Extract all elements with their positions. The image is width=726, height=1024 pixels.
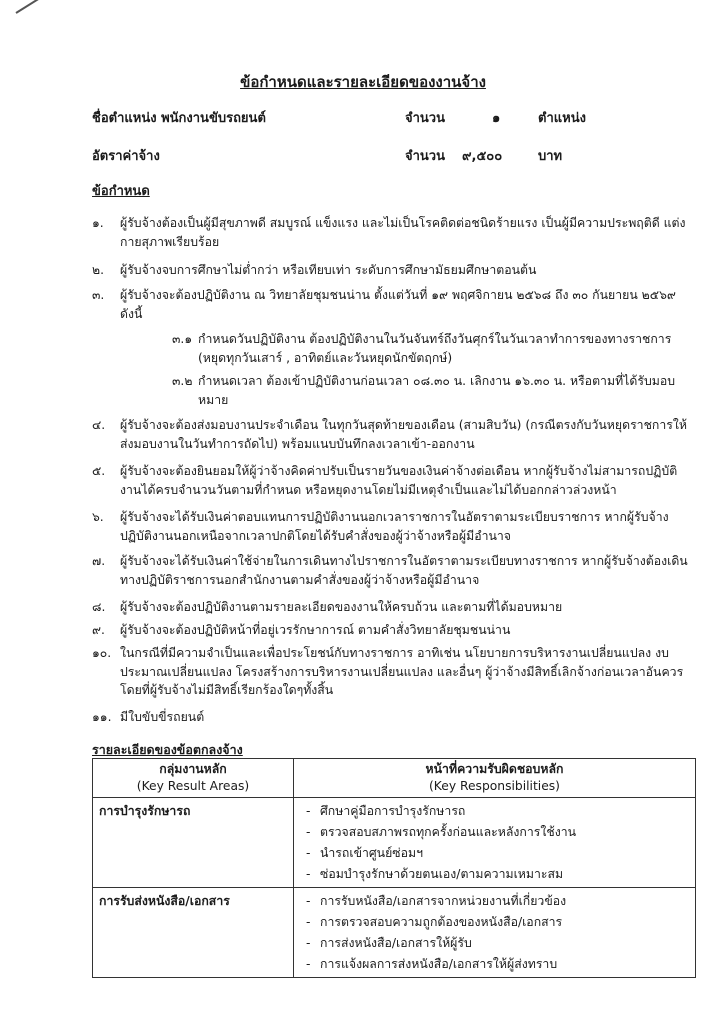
list-item: - ศึกษาคู่มือการบำรุงรักษารถ	[300, 801, 689, 822]
requirement-item	[92, 261, 692, 280]
responsibilities-cell	[294, 888, 696, 978]
col2-english-heading: (Key Responsibilities)	[429, 779, 560, 793]
item-number: ๖.	[92, 510, 104, 524]
list-item: - การส่งหนังสือ/เอกสารให้ผู้รับ	[300, 933, 689, 954]
requirement-subitem	[172, 330, 694, 367]
col1-english-heading: (Key Result Areas)	[136, 779, 250, 793]
list-item: - การแจ้งผลการส่งหนังสือ/เอกสารให้ผู้ส่งทราบ	[300, 954, 689, 975]
requirement-item	[92, 644, 692, 700]
item-text: มีใบขับขี่รถยนต์	[120, 710, 205, 724]
requirement-item	[92, 598, 692, 617]
responsibility-list	[300, 891, 689, 975]
item-number: ๓.๑	[172, 332, 193, 346]
item-number: ๗.	[92, 554, 106, 568]
requirement-item	[92, 214, 692, 251]
col2-thai-heading: หน้าที่ความรับผิดชอบหลัก	[425, 762, 564, 776]
item-text: ผู้รับจ้างจะต้องปฏิบัติงาน ณ วิทยาลัยชุมชนน่าน ตั้งแต่วันที่ ๑๙ พฤศจิกายน ๒๕๖๘ ถึง ๓๐ กันยายน ๒๕๖๙ ดังนี้	[120, 288, 676, 321]
item-number: ๙.	[92, 623, 105, 637]
requirement-subitem	[172, 372, 694, 409]
responsibility-list	[300, 801, 689, 885]
list-item: - นำรถเข้าศูนย์ซ่อมฯ	[300, 843, 689, 864]
requirement-item	[92, 621, 692, 640]
list-item: - การตรวจสอบความถูกต้องของหนังสือ/เอกสาร	[300, 912, 689, 933]
item-number: ๕.	[92, 464, 106, 478]
item-number: ๑.	[92, 216, 104, 230]
position-qty-value: ๑	[492, 111, 501, 126]
wage-qty-label: จำนวน	[405, 149, 445, 164]
responsibility-table	[92, 758, 696, 978]
wage-label: อัตราค่าจ้าง	[92, 149, 160, 164]
item-text: ผู้รับจ้างจะต้องปฏิบัติหน้าที่อยู่เวรรักษาการณ์ ตามคำสั่งวิทยาลัยชุมชนน่าน	[120, 623, 511, 637]
position-qty-label: จำนวน	[405, 111, 445, 126]
position-unit: ตำแหน่ง	[538, 111, 586, 126]
item-number: ๑๑.	[92, 710, 112, 724]
table-header-row	[93, 759, 696, 798]
requirement-item	[92, 286, 692, 323]
responsibilities-cell	[294, 798, 696, 888]
list-item: - ตรวจสอบสภาพรถทุกครั้งก่อนและหลังการใช้งาน	[300, 822, 689, 843]
item-text: ผู้รับจ้างจบการศึกษาไม่ต่ำกว่า หรือเทียบเท่า ระดับการศึกษามัธยมศึกษาตอนต้น	[120, 263, 537, 277]
item-number: ๓.๒	[172, 374, 193, 388]
item-text: ผู้รับจ้างจะต้องส่งมอบงานประจำเดือน ในทุกวันสุดท้ายของเดือน (สามสิบวัน) (กรณีตรงกับวันหยุดราชการให้ส่งมอบงานในวันทำการถัดไป) พร้อมแนบบันทึกลงเวลาเข้า-ออกงาน	[120, 418, 687, 451]
list-item: - การรับหนังสือ/เอกสารจากหน่วยงานที่เกี่ยวข้อง	[300, 891, 689, 912]
item-text: ผู้รับจ้างจะต้องยินยอมให้ผู้ว่าจ้างคิดค่าปรับเป็นรายวันของเงินค่าจ้างต่อเดือน หากผู้รับจ้างไม่สามารถปฏิบัติงานได้ครบจำนวนวันตามที่กำหนด หรือหยุดงานโดยไม่มีเหตุจำเป็นและไม่ได้บอกกล่าวล่วงหน้า	[120, 464, 678, 497]
scan-pen-mark	[15, 0, 48, 14]
key-area-cell: การรับส่งหนังสือ/เอกสาร	[93, 888, 294, 978]
item-text: ผู้รับจ้างจะได้รับเงินค่าใช้จ่ายในการเดินทางไปราชการในอัตราตามระเบียบทางราชการ หากผู้รับจ้างต้องเดินทางปฏิบัติราชการนอกสำนักงานตามคำสั่งของผู้ว่าจ้างหรือผู้มีอำนาจ	[120, 554, 688, 587]
item-number: ๘.	[92, 600, 106, 614]
item-number: ๔.	[92, 418, 106, 432]
item-text: ผู้รับจ้างต้องเป็นผู้มีสุขภาพดี สมบูรณ์ แข็งแรง และไม่เป็นโรคติดต่อชนิดร้ายแรง เป็นผู้มีความประพฤติดี แต่งกายสุภาพเรียบร้อย	[120, 216, 686, 249]
position-label: ชื่อตำแหน่ง พนักงานขับรถยนต์	[92, 111, 266, 126]
key-area-cell: การบำรุงรักษารถ	[93, 798, 294, 888]
requirement-item	[92, 552, 692, 589]
wage-unit: บาท	[538, 149, 563, 164]
item-number: ๓.	[92, 288, 105, 302]
table-row	[93, 888, 696, 978]
requirement-item	[92, 508, 692, 545]
item-number: ๑๐.	[92, 646, 112, 660]
requirement-item	[92, 416, 692, 453]
wage-value: ๙,๕๐๐	[462, 149, 503, 164]
item-text: ผู้รับจ้างจะต้องปฏิบัติงานตามรายละเอียดของงานให้ครบถ้วน และตามที่ได้มอบหมาย	[120, 600, 563, 614]
document-title	[0, 72, 726, 92]
table-row	[93, 798, 696, 888]
col1-thai-heading: กลุ่มงานหลัก	[159, 762, 227, 776]
item-text: ในกรณีที่มีความจำเป็นและเพื่อประโยชน์กับทางราชการ อาทิเช่น นโยบายการบริหารงานเปลี่ยนแปลง งบประมาณเปลี่ยนแปลง โครงสร้างการบริหารงานเปลี่ยนแปลง และอื่นๆ ผู้ว่าจ้างมีสิทธิ์เลิกจ้างก่อนเวลาอันควร โดยที่ผู้รับจ้างไม่มีสิทธิ์เรียกร้องใดๆทั้งสิ้น	[120, 646, 684, 697]
document-title-text: ข้อกำหนดและรายละเอียดของงานจ้าง	[240, 73, 486, 91]
item-text: ผู้รับจ้างจะได้รับเงินค่าตอบแทนการปฏิบัติงานนอกเวลาราชการในอัตราตามระเบียบราชการ หากผู้รับจ้างปฏิบัติงานนอกเหนือจากเวลาปกติโดยได้รับคำสั่งของผู้ว่าจ้างหรือผู้มีอำนาจ	[120, 510, 669, 543]
list-item: - ซ่อมบำรุงรักษาด้วยตนเอง/ตามความเหมาะสม	[300, 864, 689, 885]
item-text: กำหนดเวลา ต้องเข้าปฏิบัติงานก่อนเวลา ๐๘.๓๐ น. เลิกงาน ๑๖.๓๐ น. หรือตามที่ได้รับมอบหมาย	[198, 374, 676, 407]
col-key-result-areas	[93, 759, 294, 798]
requirement-item	[92, 708, 692, 727]
requirements-heading: ข้อกำหนด	[92, 184, 150, 199]
item-text: กำหนดวันปฏิบัติงาน ต้องปฏิบัติงานในวันจันทร์ถึงวันศุกร์ในวันเวลาทำการของทางราชการ (หยุดทุกวันเสาร์ , อาทิตย์และวันหยุดนักขัตฤกษ์)	[198, 332, 672, 365]
col-key-responsibilities	[294, 759, 696, 798]
table-title: รายละเอียดของข้อตกลงจ้าง	[92, 742, 243, 757]
requirement-item	[92, 462, 692, 499]
item-number: ๒.	[92, 263, 105, 277]
